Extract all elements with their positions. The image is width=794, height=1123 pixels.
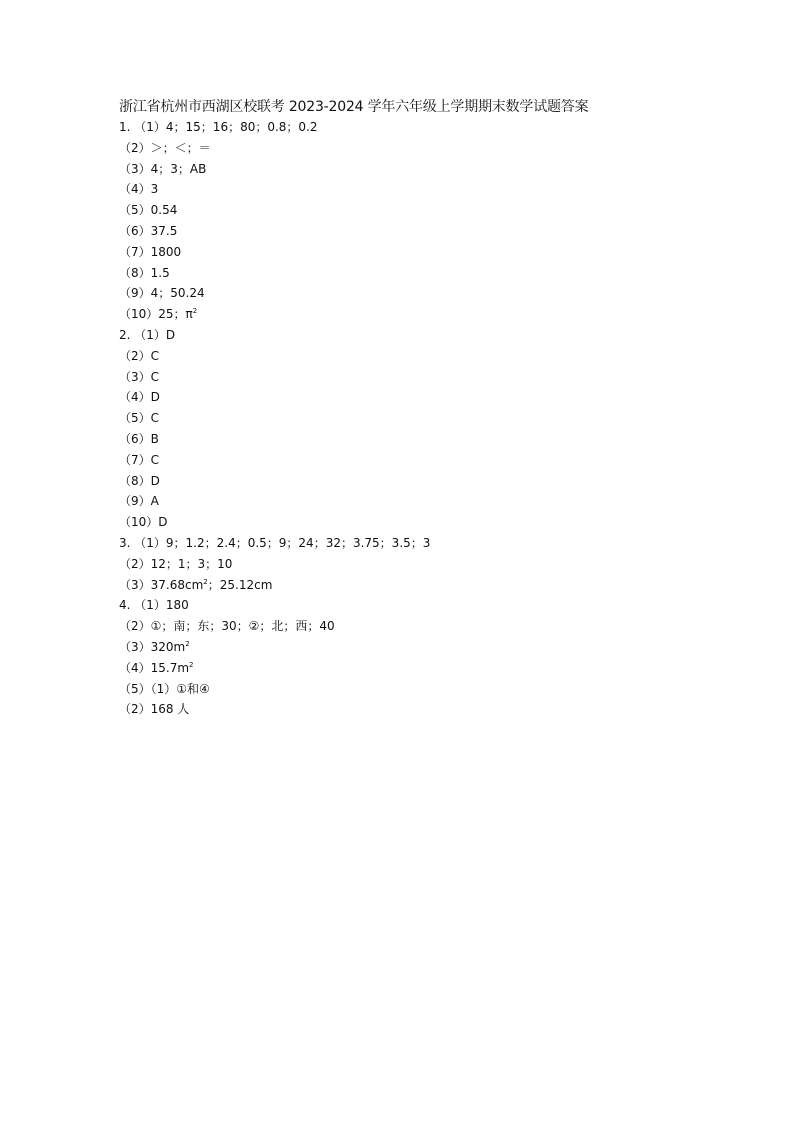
answer-text: （2）①；南；东；30；②；北；西；40	[119, 619, 335, 634]
answer-text: （10）D	[119, 515, 168, 530]
answer-line	[119, 179, 430, 200]
answer-text: （4）15.7m	[119, 660, 190, 675]
answer-line	[119, 491, 430, 512]
answer-text: （6）B	[119, 431, 159, 446]
answer-text: （2）12；1；3；10	[119, 556, 233, 571]
answer-text: （7）1800	[119, 244, 182, 259]
answer-line	[119, 616, 430, 637]
answer-line	[119, 554, 430, 575]
answer-line	[119, 346, 430, 367]
answer-text: （8）D	[119, 473, 160, 488]
answer-text: （4）3	[119, 182, 159, 197]
answer-text: （3）37.68cm	[119, 577, 204, 592]
answer-line	[119, 575, 430, 596]
answer-text: （5）0.54	[119, 203, 178, 218]
answer-text: 2. （1）D	[119, 327, 176, 342]
answer-line	[119, 658, 430, 679]
answer-line	[119, 595, 430, 616]
answer-line	[119, 699, 430, 720]
answer-line	[119, 429, 430, 450]
answer-line	[119, 221, 430, 242]
answer-text: （7）C	[119, 452, 160, 467]
answer-line	[119, 325, 430, 346]
superscript: 2	[203, 577, 208, 586]
answer-text: 3. （1）9；1.2；2.4；0.5；9；24；32；3.75；3.5；3	[119, 535, 431, 550]
answer-text: （2）C	[119, 348, 160, 363]
answer-text-after: ；25.12cm	[207, 577, 273, 592]
answer-text: （9）A	[119, 494, 159, 509]
answer-text: （9）4；50.24	[119, 286, 205, 301]
answer-text: 4. （1）180	[119, 598, 189, 613]
answer-text: （8）1.5	[119, 265, 170, 280]
answer-line	[119, 200, 430, 221]
answer-line	[119, 283, 430, 304]
answer-line	[119, 304, 430, 325]
answer-text: （5）C	[119, 411, 160, 426]
answer-line	[119, 679, 430, 700]
answer-line	[119, 450, 430, 471]
answer-text: （3）320m	[119, 639, 186, 654]
superscript: 2	[192, 307, 198, 316]
answer-text: （3）4；3；AB	[119, 161, 207, 176]
answer-line	[119, 512, 430, 533]
document-title: 浙江省杭州市西湖区校联考 2023-2024 学年六年级上学期期末数学试题答案	[119, 99, 589, 115]
answer-text: （2）168 人	[119, 702, 190, 717]
answer-text: （4）D	[119, 390, 160, 405]
answer-line	[119, 471, 430, 492]
answer-text: （2）＞；＜；＝	[119, 140, 211, 155]
answer-line	[119, 408, 430, 429]
answer-text: （10）25；π	[119, 307, 193, 322]
answer-line	[119, 387, 430, 408]
answer-line	[119, 637, 430, 658]
answer-line	[119, 533, 430, 554]
superscript: 2	[185, 639, 190, 648]
answer-text: （6）37.5	[119, 223, 178, 238]
answer-line	[119, 242, 430, 263]
answer-line	[119, 117, 430, 138]
answer-text: 1. （1）4；15；16；80；0.8；0.2	[119, 120, 318, 134]
answer-text: （5）（1）①和④	[119, 681, 210, 696]
answer-list	[119, 117, 430, 720]
answer-text: （3）C	[119, 369, 160, 384]
answer-line	[119, 367, 430, 388]
superscript: 2	[189, 660, 194, 669]
answer-line	[119, 138, 430, 159]
answer-line	[119, 159, 430, 180]
answer-line	[119, 263, 430, 284]
